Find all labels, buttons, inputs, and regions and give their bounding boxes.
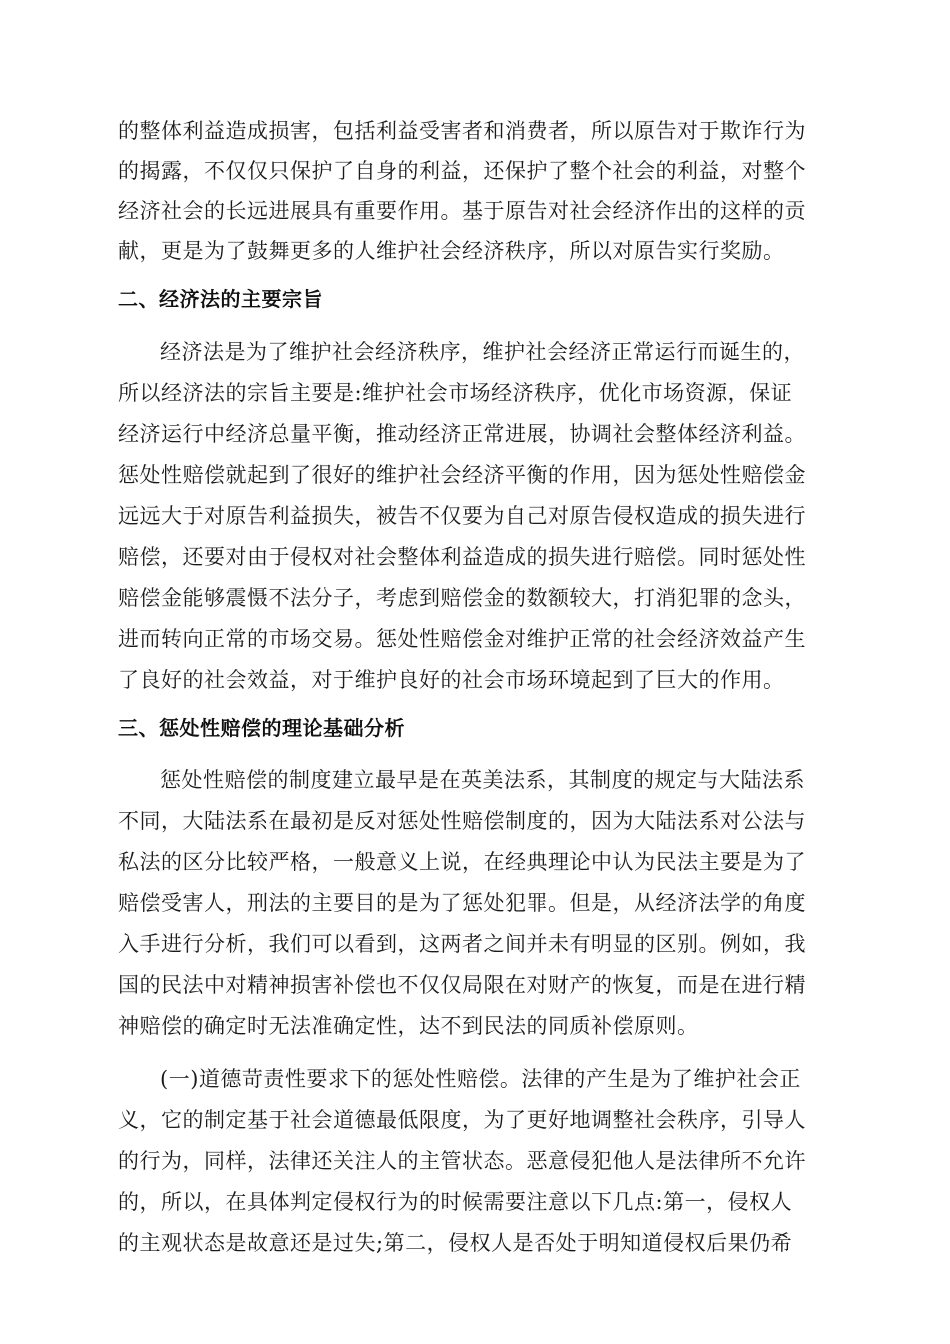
paragraph-line: 进而转向正常的市场交易。惩处性赔偿金对维护正常的社会经济效益产生 (118, 627, 806, 651)
section-heading: 三、惩处性赔偿的理论基础分析 (118, 716, 405, 740)
paragraph-line: 神赔偿的确定时无法准确定性，达不到民法的同质补偿原则。 (118, 1014, 699, 1038)
paragraph-line: 的行为，同样，法律还关注人的主管状态。恶意侵犯他人是法律所不允许 (118, 1149, 806, 1173)
paragraph-line: 惩处性赔偿就起到了很好的维护社会经济平衡的作用，因为惩处性赔偿金 (118, 463, 806, 487)
paragraph-line: 了良好的社会效益，对于维护良好的社会市场环境起到了巨大的作用。 (118, 668, 785, 692)
paragraph-line: 经济运行中经济总量平衡，推动经济正常进展，协调社会整体经济利益。 (118, 422, 806, 446)
paragraph-line: 经济法是为了维护社会经济秩序，维护社会经济正常运行而诞生的， (160, 340, 805, 364)
paragraph-line: 赔偿受害人，刑法的主要目的是为了惩处犯罪。但是，从经济法学的角度 (118, 891, 806, 915)
paragraph-line: 惩处性赔偿的制度建立最早是在英美法系，其制度的规定与大陆法系 (160, 768, 805, 792)
paragraph-line: 的揭露，不仅仅只保护了自身的利益，还保护了整个社会的利益，对整个 (118, 159, 806, 183)
paragraph-line: 义，它的制定基于社会道德最低限度，为了更好地调整社会秩序，引导人 (118, 1108, 806, 1132)
paragraph-line: 入手进行分析，我们可以看到，这两者之间并未有明显的区别。例如，我 (118, 932, 806, 956)
paragraph-line: 赔偿金能够震慑不法分子，考虑到赔偿金的数额较大，打消犯罪的念头， (118, 586, 806, 610)
paragraph-line: 不同，大陆法系在最初是反对惩处性赔偿制度的，因为大陆法系对公法与 (118, 809, 806, 833)
paragraph-line: 远远大于对原告利益损失，被告不仅要为自己对原告侵权造成的损失进行 (118, 504, 806, 528)
paragraph-line: 私法的区分比较严格，一般意义上说，在经典理论中认为民法主要是为了 (118, 850, 806, 874)
paragraph-line: 献，更是为了鼓舞更多的人维护社会经济秩序，所以对原告实行奖励。 (118, 239, 785, 263)
paragraph-line: 国的民法中对精神损害补偿也不仅仅局限在对财产的恢复，而是在进行精 (118, 973, 806, 997)
paragraph-line: 赔偿，还要对由于侵权对社会整体利益造成的损失进行赔偿。同时惩处性 (118, 545, 806, 569)
paragraph-line: 所以经济法的宗旨主要是:维护社会市场经济秩序，优化市场资源，保证 (118, 381, 793, 405)
paragraph-line: (一)道德苛责性要求下的惩处性赔偿。法律的产生是为了维护社会正 (160, 1067, 801, 1091)
paragraph-line: 的，所以，在具体判定侵权行为的时候需要注意以下几点:第一，侵权人 (118, 1190, 793, 1214)
section-heading: 二、经济法的主要宗旨 (118, 287, 323, 311)
paragraph-line: 的整体利益造成损害，包括利益受害者和消费者，所以原告对于欺诈行为 (118, 119, 806, 143)
paragraph-line: 的主观状态是故意还是过失;第二，侵权人是否处于明知道侵权后果仍希 (118, 1231, 793, 1255)
paragraph-line: 经济社会的长远进展具有重要作用。基于原告对社会经济作出的这样的贡 (118, 199, 806, 223)
